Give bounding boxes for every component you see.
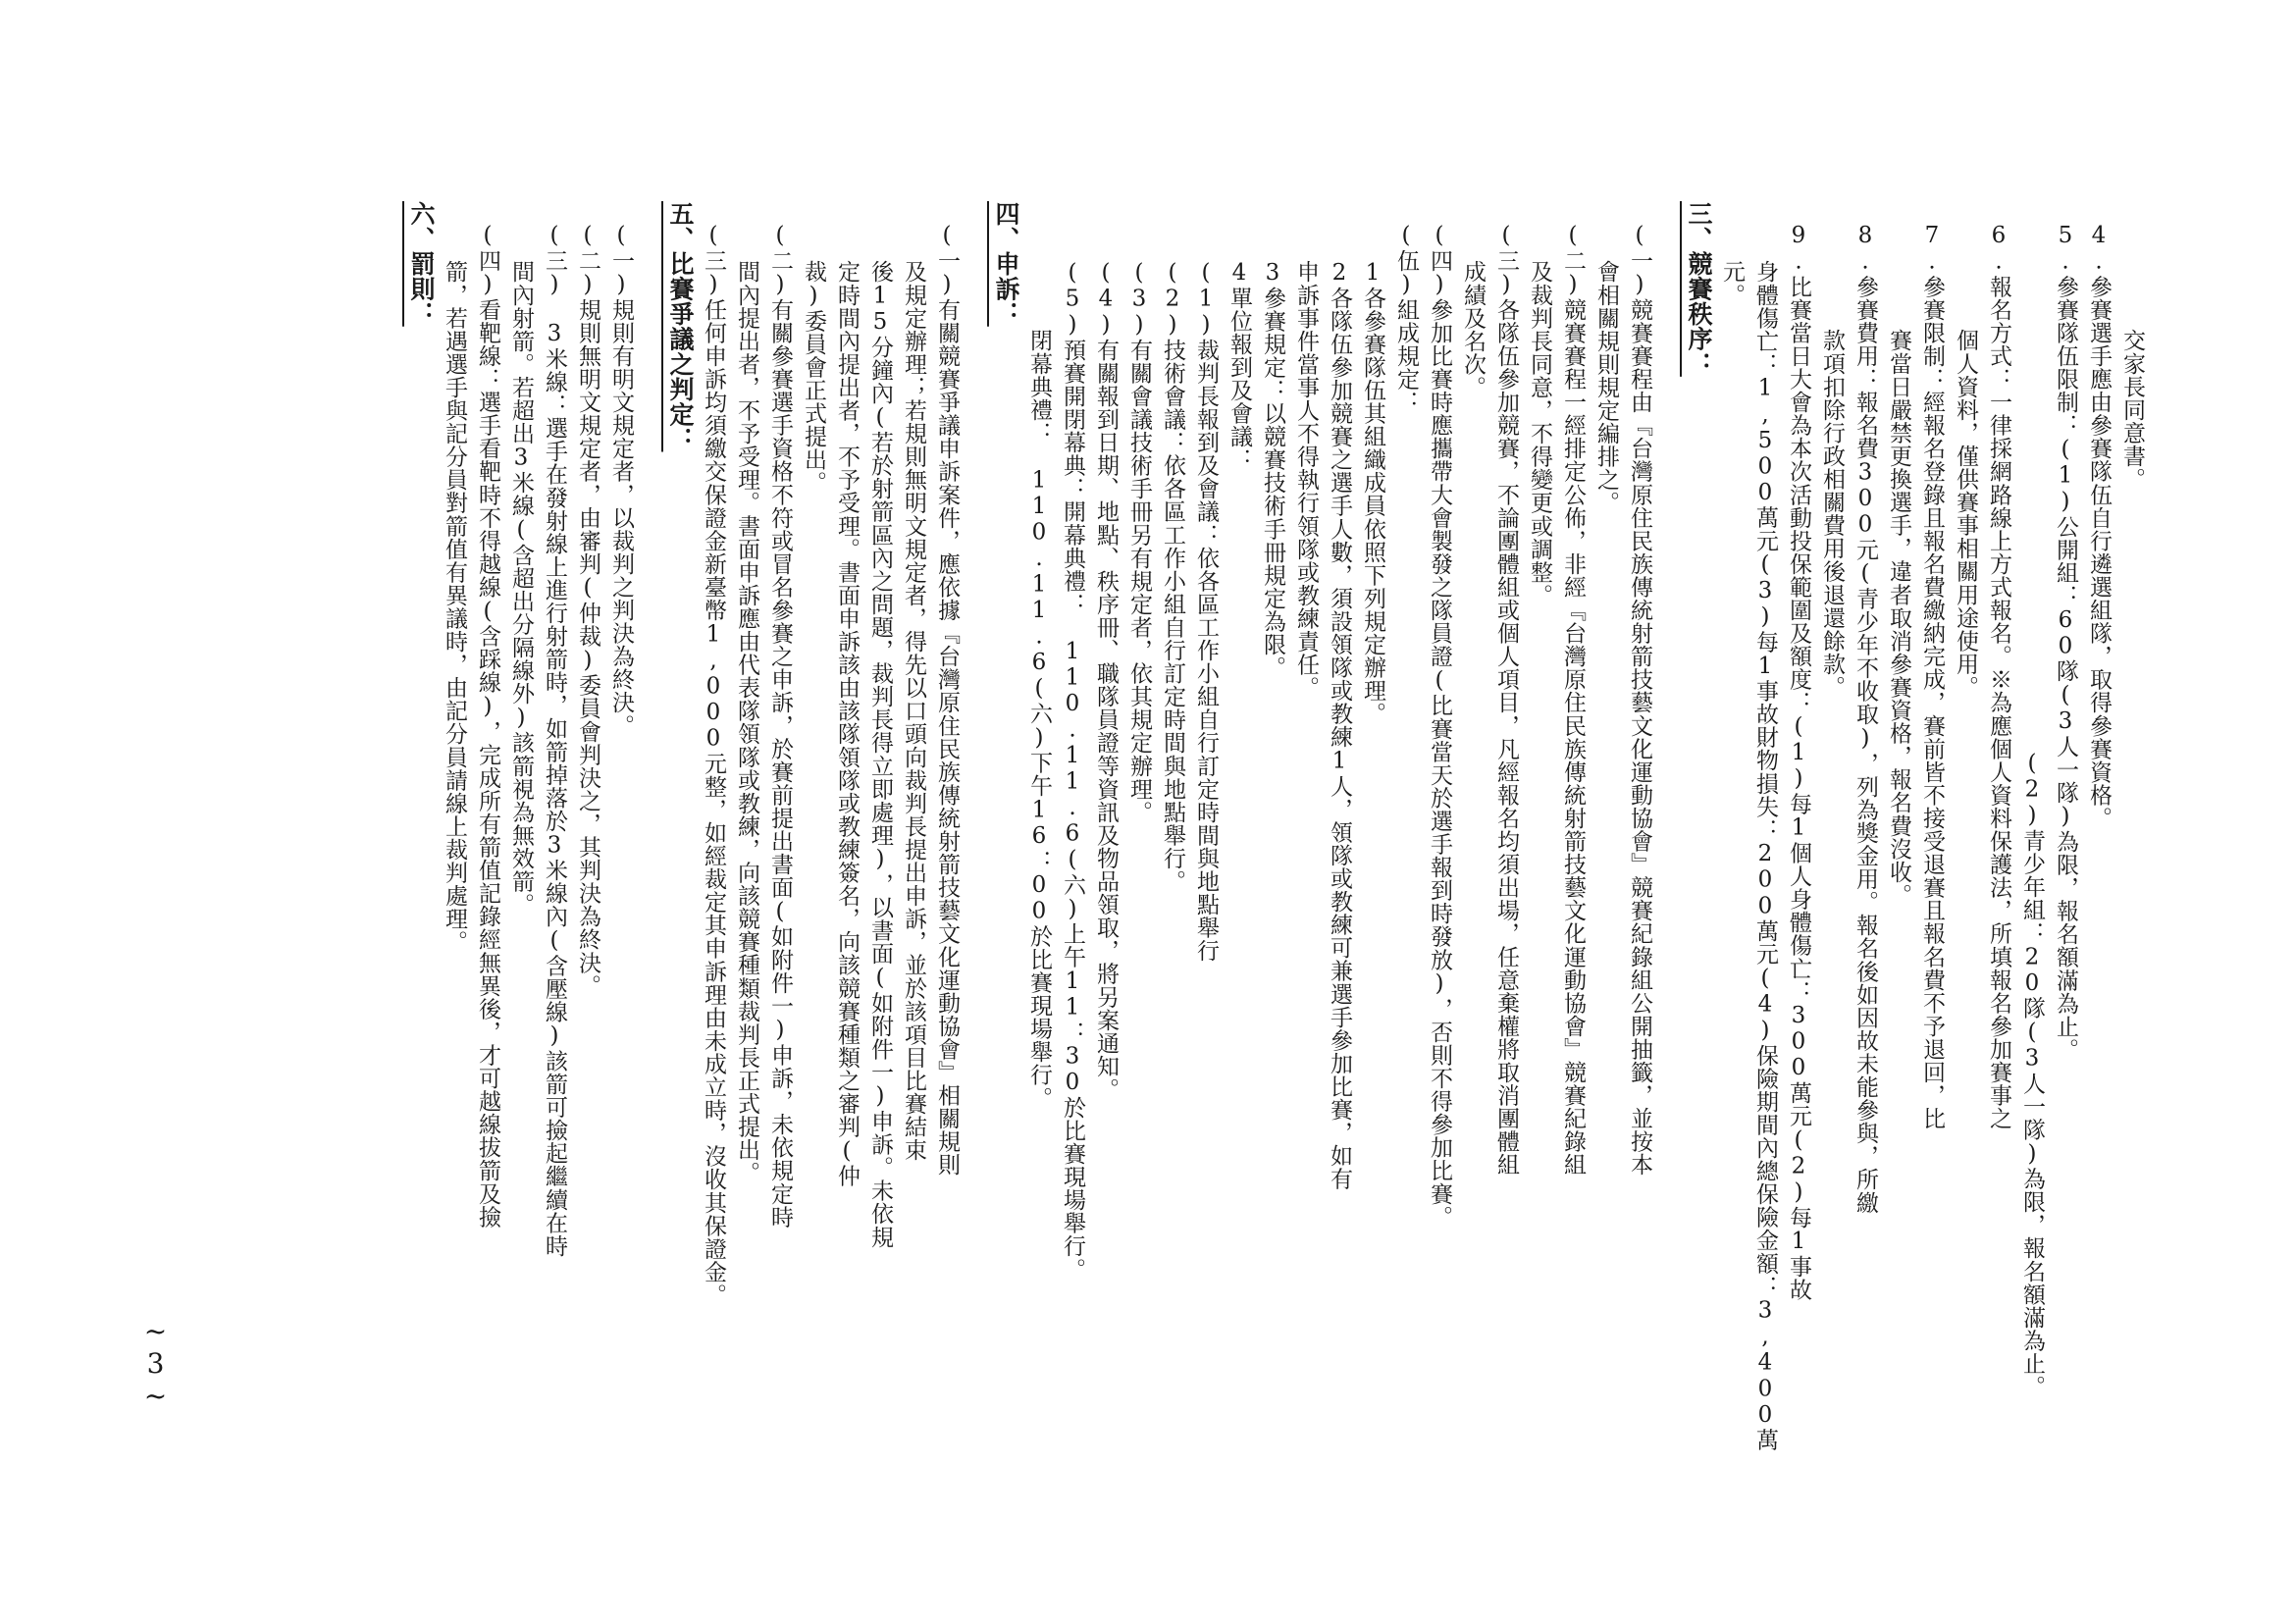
text-line: 間內提出者，不予受理。書面申訴應由代表隊領隊或教練，向該競賽種類裁判長正式提出。: [734, 260, 759, 1184]
text-line: 4.參賽選手應由參賽隊伍自行遴選組隊，取得參賽資格。: [2086, 223, 2112, 830]
text-line: (二)規則無明文規定者，由審判(仲裁)委員會判決之，其判決為終決。: [575, 223, 600, 998]
text-line: 個人資料，僅供賽事相關用途使用。: [1953, 329, 1978, 699]
text-line: 賽當日嚴禁更換選手，違者取消參賽資格，報名費沒收。: [1886, 329, 1911, 907]
text-line: (2)青少年組：20隊(3人一隊)為限，報名額滿為止。: [2019, 751, 2045, 1398]
text-line: (伍)組成規定：: [1393, 223, 1419, 414]
text-line: 閉幕典禮： 110.11.6(六)下午16：00於比賽現場舉行。: [1026, 329, 1052, 1110]
text-line: (一)有關競賽爭議申訴案件，應依據『台灣原住民族傳統射箭技藝文化運動協會』相關規則: [934, 223, 960, 1177]
text-line: 間內射箭。若超出3米線(含超出分隔線外)該箭視為無效箭。: [508, 260, 534, 916]
section-heading-6: 六、罰則：: [407, 201, 436, 327]
text-line: 後15分鐘內(若於射箭區內之問題，裁判長得立即處理)，以書面(如附件一)申訴。未依規: [867, 260, 893, 1249]
page-number: ~3~: [139, 1315, 172, 1412]
text-line: (一)競賽賽程由『台灣原住民族傳統射箭技藝文化運動協會』競賽紀錄組公開抽籤，並按本: [1627, 223, 1652, 1177]
text-line: (一)規則有明文規定者，以裁判之判決為終決。: [608, 223, 634, 738]
text-line: 4單位報到及會議：: [1226, 260, 1252, 471]
text-line: (5)預賽開閉幕典：開幕典禮： 110.11.6(六)上午11：30於比賽現場舉行。: [1060, 260, 1085, 1282]
text-line: 3參賽規定：以競賽技術手冊規定為限。: [1260, 260, 1285, 679]
text-line: (四)參加比賽時應攜帶大會製發之隊員證(比賽當天於選手報到時發放)，否則不得參加比賽。: [1427, 223, 1452, 1229]
text-line: 及裁判長同意，不得變更或調整。: [1527, 260, 1552, 607]
text-line: 箭，若遇選手與記分員對箭值有異議時，由記分員請線上裁判處理。: [442, 260, 467, 954]
text-line: 2各隊伍參加競賽之選手人數，須設領隊或教練1人，領隊或教練可兼選手參加比賽，如有: [1327, 260, 1352, 1190]
text-line: 會相關規則規定編排之。: [1593, 260, 1619, 515]
document-body: [379, 201, 2149, 1451]
text-line: 元。: [1719, 260, 1745, 307]
text-line: 交家長同意書。: [2119, 329, 2145, 491]
text-line: 裁)委員會正式提出。: [801, 260, 826, 495]
text-line: (二)有關參賽選手資格不符或冒名參賽之申訴，於賽前提出書面(如附件一)申訴，未依規定時: [767, 223, 793, 1229]
text-line: 及規定辦理；若規則無明文規定者，得先以口頭向裁判長提出申訴，並於該項目比賽結束: [901, 260, 926, 1162]
text-line: (1)裁判長報到及會議：依各區工作小組自行訂定時間與地點舉行: [1193, 260, 1219, 963]
text-line: 成績及名次。: [1460, 260, 1486, 399]
text-line: 1各參賽隊伍其組織成員依照下列規定辦理。: [1360, 260, 1385, 725]
text-line: 9.比賽當日大會為本次活動投保範圍及額度：(1)每1個人身體傷亡：300萬元(2)每1事故: [1786, 223, 1811, 1301]
text-line: (三) 3米線：選手在發射線上進行射箭時，如箭掉落於3米線內(含壓線)該箭可撿起繼續在時: [542, 223, 567, 1258]
text-line: (四)看靶線：選手看靶時不得越線(含踩線)，完成所有箭值記錄經無異後，才可越線拔箭及撿: [475, 223, 500, 1229]
text-line: (4)有關報到日期、地點、秩序冊、職隊員證等資訊及物品領取，將另案通知。: [1093, 260, 1119, 1101]
text-line: (3)有關會議技術手冊另有規定者，依其規定辦理。: [1126, 260, 1152, 824]
text-line: 定時間內提出者，不予受理。書面申訴該由該隊領隊或教練簽名，向該競賽種類之審判(仲: [834, 260, 860, 1187]
text-line: (三)各隊伍參加競賽，不論團體組或個人項目，凡經報名均須出場，任意棄權將取消團體組: [1493, 223, 1519, 1177]
text-line: 申訴事件當事人不得執行領隊或教練責任。: [1293, 260, 1319, 700]
text-line: (二)競賽賽程一經排定公佈，非經『台灣原住民族傳統射箭技藝文化運動協會』競賽紀錄組: [1560, 223, 1586, 1177]
section-heading-5: 五、比賽爭議之判定：: [666, 201, 695, 452]
section-heading-3: 三、競賽秩序：: [1685, 201, 1713, 377]
text-line: (三)任何申訴均須繳交保證金新臺幣1,000元整，如經裁定其申訴理由未成立時，沒收其保證金。: [701, 223, 726, 1307]
text-line: 6.報名方式：一律採網路線上方式報名。※為應個人資料保護法，所填報名參加賽事之: [1986, 223, 2011, 1130]
text-line: (2)技術會議：依各區工作小組自行訂定時間與地點舉行。: [1160, 260, 1185, 893]
text-line: 7.參賽限制：經報名登錄且報名費繳納完成，賽前皆不接受退賽且報名費不予退回，比: [1919, 223, 1945, 1130]
text-line: 身體傷亡：1,500萬元(3)每1事故財物損失：200萬元(4)保險期間內總保險金額：3,400萬: [1752, 260, 1778, 1451]
text-line: 8.參賽費用：報名費300元(青少年不收取)，列為獎金用。報名後如因故未能參與，所繳: [1852, 223, 1878, 1215]
section-heading-4: 四、申訴：: [992, 201, 1020, 327]
text-line: 5.參賽隊伍限制：(1)公開組：60隊(3人一隊)為限，報名額滿為止。: [2053, 223, 2078, 1062]
text-line: 款項扣除行政相關費用後退還餘款。: [1819, 329, 1845, 699]
